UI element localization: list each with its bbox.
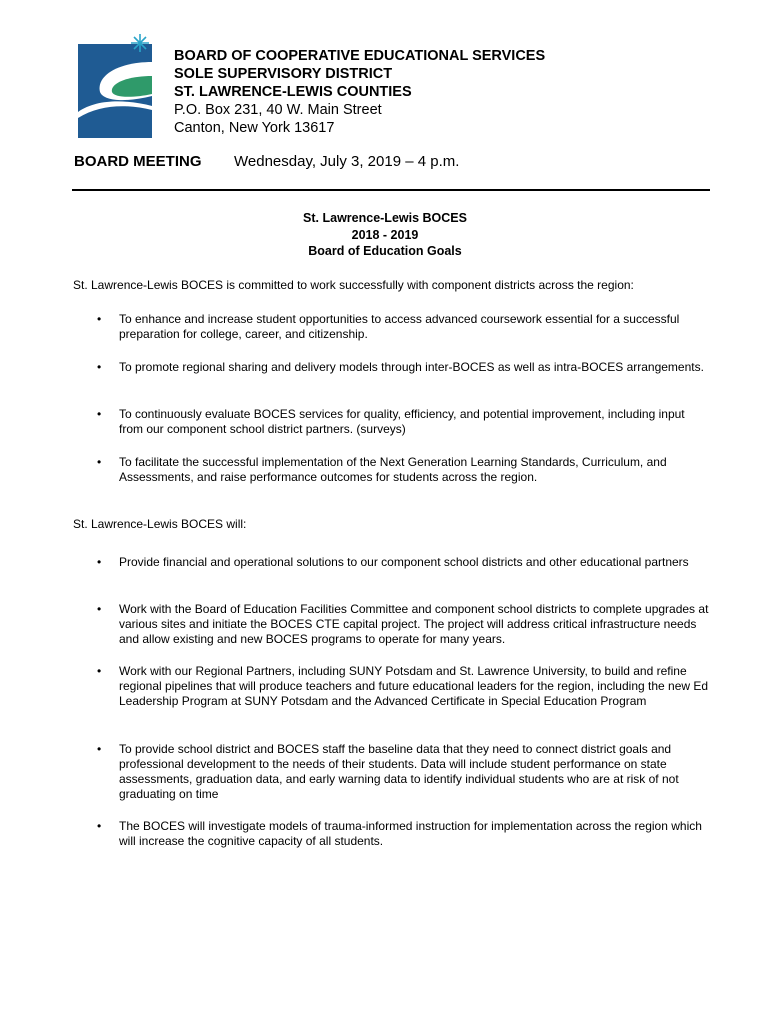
list-item <box>97 312 709 342</box>
bullet-icon: • <box>97 360 102 374</box>
list-item <box>97 407 709 437</box>
title-heading: Board of Education Goals <box>308 244 462 258</box>
action-text: Work with our Regional Partners, including SUNY Potsdam and St. Lawrence University, to build and refine regional pipelines that will produce teachers and future educational leaders for the region, including the new Ed Leadership Program at SUNY Potsdam and the Advanced Certificate in Special Education Program <box>119 664 709 708</box>
meeting-date: Wednesday, July 3, 2019 – 4 p.m. <box>234 153 460 170</box>
org-counties: ST. LAWRENCE-LEWIS COUNTIES <box>174 84 412 100</box>
goal-text: To continuously evaluate BOCES services for quality, efficiency, and potential improvement, including input from our component school district partners. (surveys) <box>119 407 685 436</box>
goal-text: To promote regional sharing and delivery models through inter-BOCES as well as intra-BOCES arrangements. <box>119 360 704 374</box>
org-name: BOARD OF COOPERATIVE EDUCATIONAL SERVICES <box>174 48 546 64</box>
action-text: The BOCES will investigate models of trauma-informed instruction for implementation across the region which will increase the cognitive capacity of all students. <box>119 819 702 848</box>
boces-logo <box>78 32 162 138</box>
list-item <box>97 455 709 485</box>
action-text: Provide financial and operational solutions to our component school districts and other educational partners <box>119 555 689 569</box>
bullet-icon: • <box>97 819 102 833</box>
meeting-info <box>74 153 460 170</box>
bullet-icon: • <box>97 664 102 678</box>
list-item <box>97 819 709 849</box>
action-text: Work with the Board of Education Facilities Committee and component school districts to complete upgrades at various sites and initiate the BOCES CTE capital project. The project will address critical infrastructure needs and allow existing and new BOCES programs to operate for many years. <box>119 602 709 646</box>
title-org: St. Lawrence-Lewis BOCES <box>303 211 467 225</box>
actions-intro: St. Lawrence-Lewis BOCES will: <box>73 517 247 531</box>
org-subtitle: SOLE SUPERVISORY DISTRICT <box>174 66 393 82</box>
goal-text: To enhance and increase student opportunities to access advanced coursework essential for a successful preparation for college, career, and citizenship. <box>119 312 680 341</box>
title-year: 2018 - 2019 <box>351 227 419 242</box>
list-item <box>97 360 709 375</box>
list-item <box>97 664 709 709</box>
bullet-icon: • <box>97 407 102 421</box>
address-line-2: Canton, New York 13617 <box>174 120 335 136</box>
list-item <box>97 555 709 570</box>
bullet-icon: • <box>97 455 102 469</box>
bullet-icon: • <box>97 742 102 756</box>
header-divider <box>72 189 710 191</box>
goal-text: To facilitate the successful implementation of the Next Generation Learning Standards, Curriculum, and Assessments, and raise performance outcomes for students across the region. <box>119 455 667 484</box>
goals-intro: St. Lawrence-Lewis BOCES is committed to work successfully with component districts across the region: <box>73 278 634 292</box>
bullet-icon: • <box>97 555 102 569</box>
bullet-icon: • <box>97 602 102 616</box>
list-item <box>97 602 709 647</box>
action-text: To provide school district and BOCES staff the baseline data that they need to connect district goals and professional development to the needs of their students. Data will include student performance on state assessments, graduation data, and early warning data to identify individual students who are at risk of not graduating on time <box>119 742 679 801</box>
bullet-icon: • <box>97 312 102 326</box>
address-line-1: P.O. Box 231, 40 W. Main Street <box>174 102 382 118</box>
meeting-label: BOARD MEETING <box>74 153 202 170</box>
list-item <box>97 742 709 802</box>
letterhead <box>174 47 545 137</box>
document-title <box>60 210 710 260</box>
